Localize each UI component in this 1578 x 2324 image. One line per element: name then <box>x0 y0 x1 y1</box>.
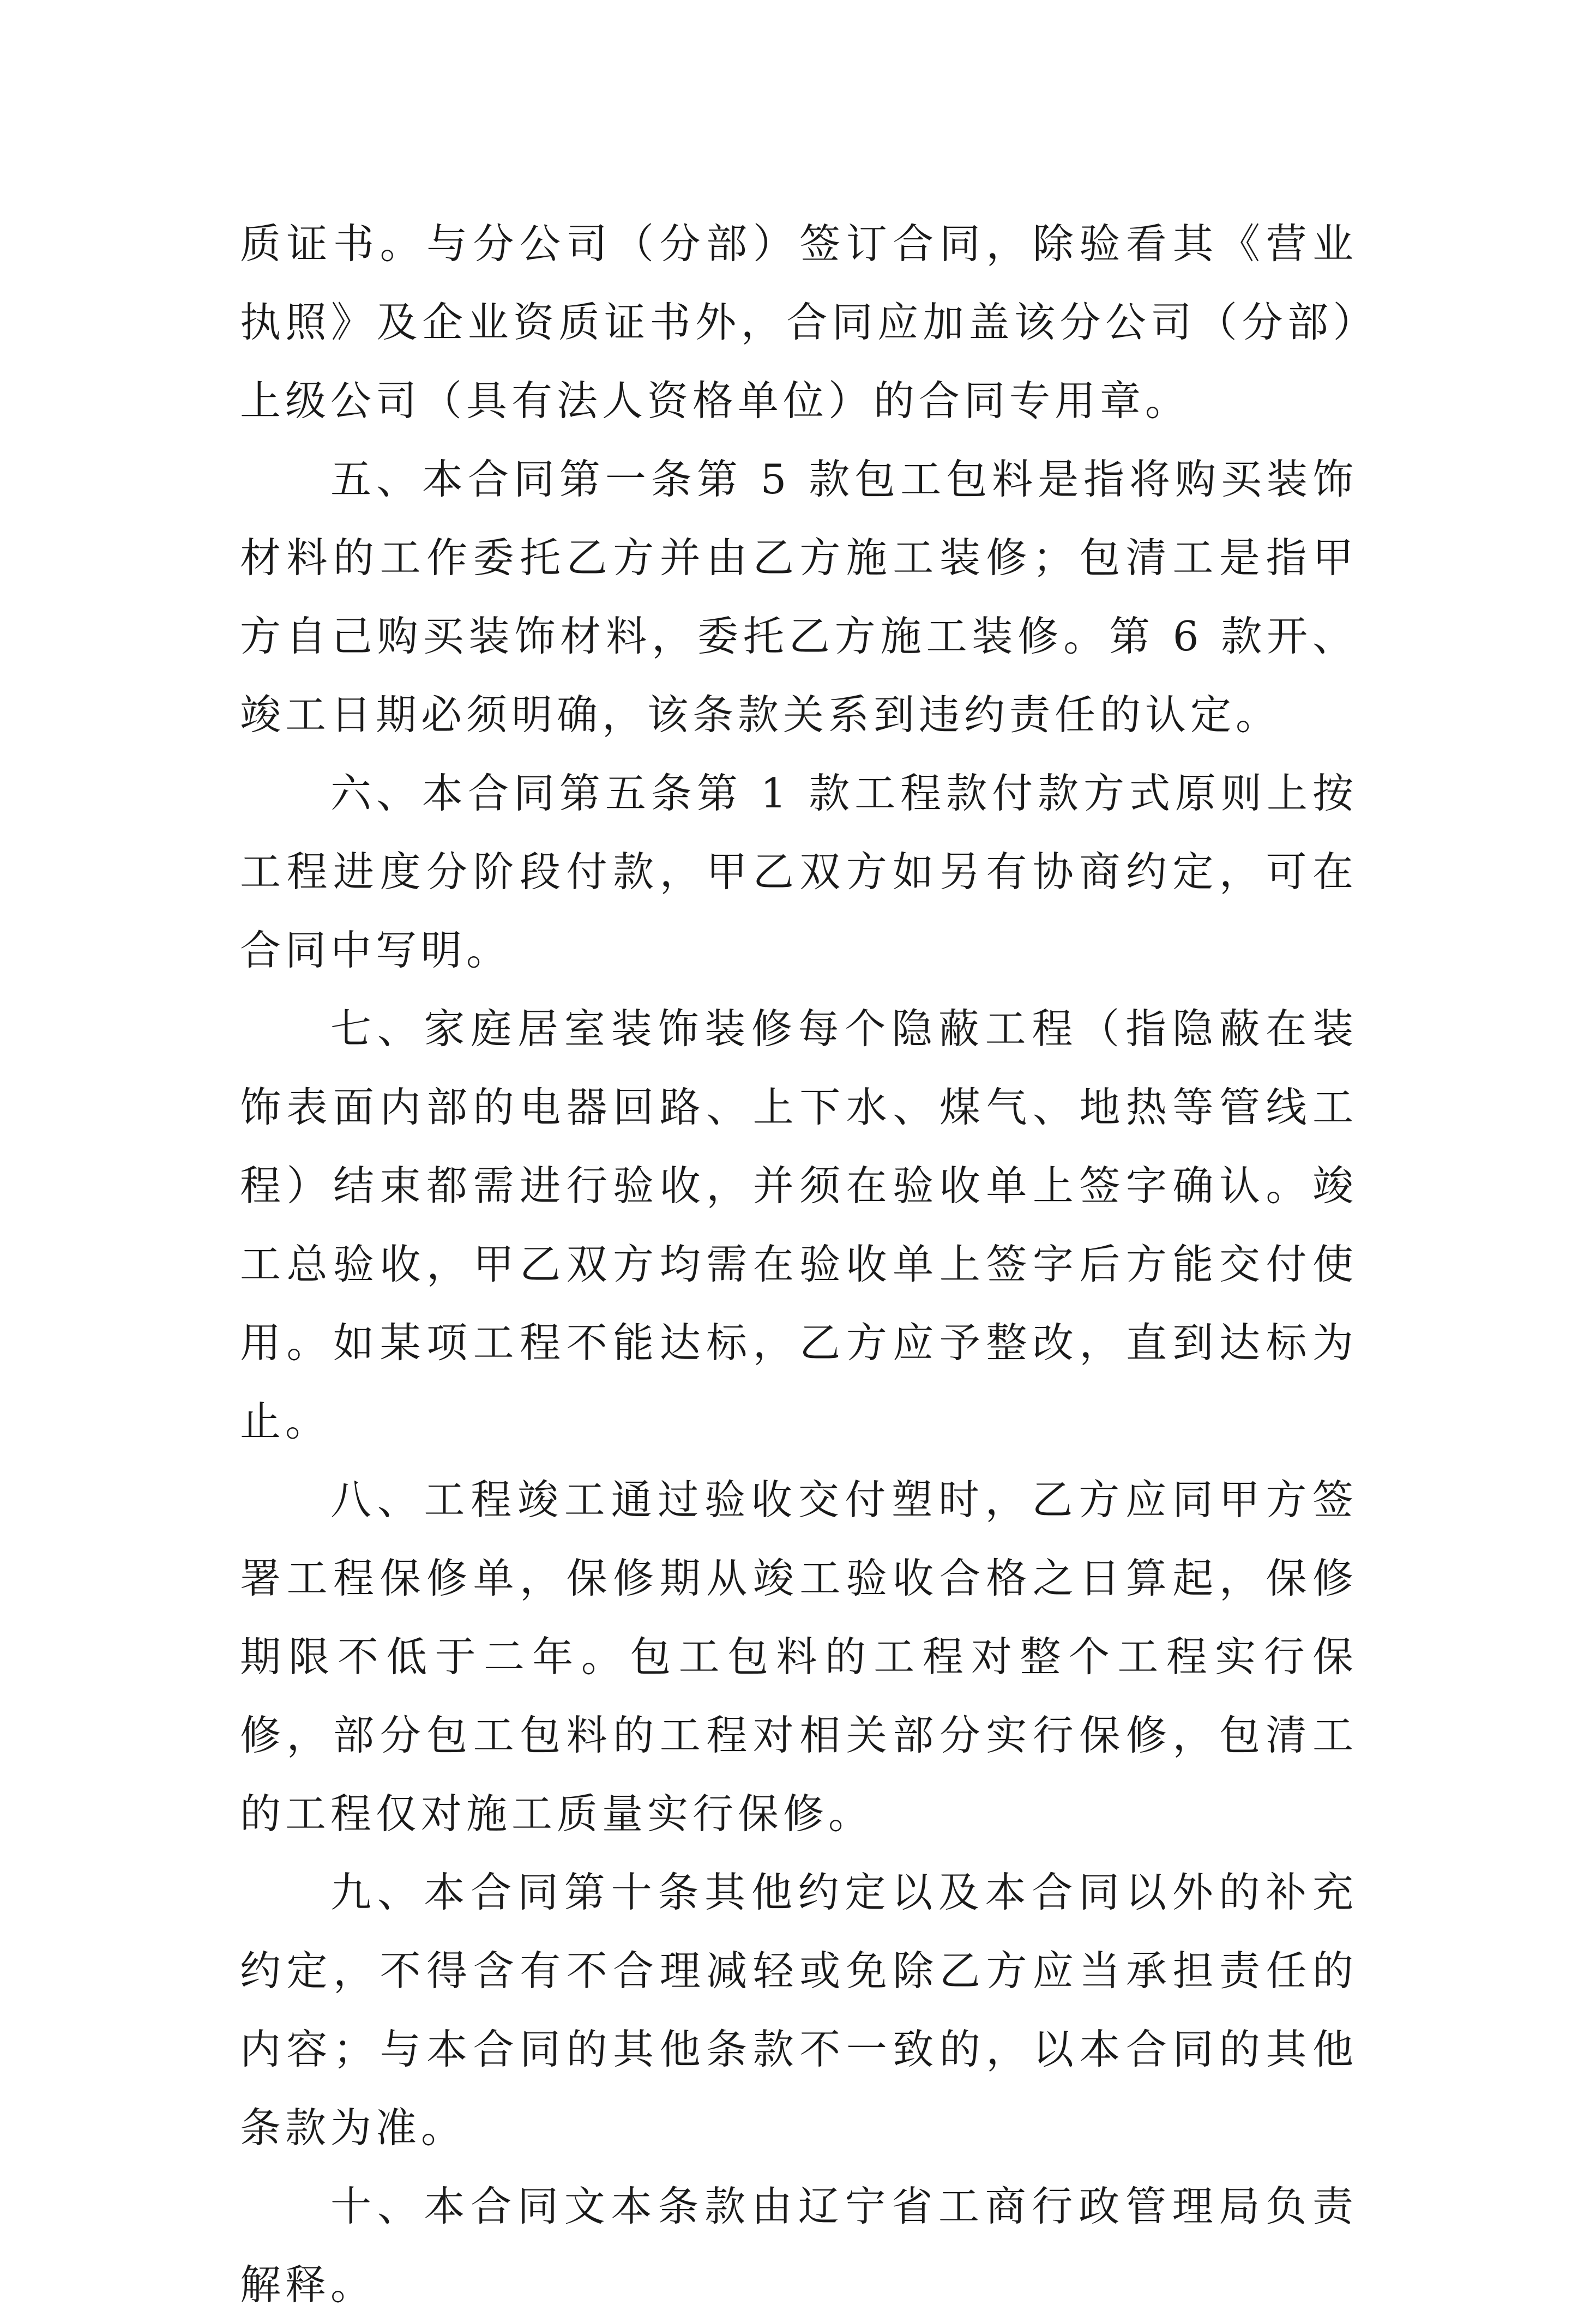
paragraph-clause-8: 八、工程竣工通过验收交付塑时，乙方应同甲方签署工程保修单，保修期从竣工验收合格之日算起，保修期限不低于二年。包工包料的工程对整个工程实行保修，部分包工包料的工程对相关部分实行保修，包清工的工程仅对施工质量实行保修。 <box>240 1476 1358 1838</box>
paragraph-continuation: 质证书。与分公司（分部）签订合同，除验看其《营业执照》及企业资质证书外，合同应加盖该分公司（分部）上级公司（具有法人资格单位）的合同专用章。 <box>240 220 1358 425</box>
document-body <box>240 204 1358 2324</box>
paragraph-clause-6: 六、本合同第五条第 1 款工程款付款方式原则上按工程进度分阶段付款，甲乙双方如另有协商约定，可在合同中写明。 <box>240 769 1358 974</box>
paragraph-clause-5: 五、本合同第一条第 5 款包工包料是指将购买装饰材料的工作委托乙方并由乙方施工装修；包清工是指甲方自己购买装饰材料，委托乙方施工装修。第 6 款开、竣工日期必须明确，该条款关系到违约责任的认定。 <box>240 455 1358 739</box>
paragraph-clause-10: 十、本合同文本条款由辽宁省工商行政管理局负责解释。 <box>240 2182 1358 2309</box>
paragraph-clause-7: 七、家庭居室装饰装修每个隐蔽工程（指隐蔽在装饰表面内部的电器回路、上下水、煤气、地热等管线工程）结束都需进行验收，并须在验收单上签字确认。竣工总验收，甲乙双方均需在验收单上签字后方能交付使用。如某项工程不能达标，乙方应予整改，直到达标为止。 <box>240 1005 1358 1445</box>
paragraph-clause-9: 九、本合同第十条其他约定以及本合同以外的补充约定，不得含有不合理减轻或免除乙方应当承担责任的内容；与本合同的其他条款不一致的，以本合同的其他条款为准。 <box>240 1868 1358 2152</box>
